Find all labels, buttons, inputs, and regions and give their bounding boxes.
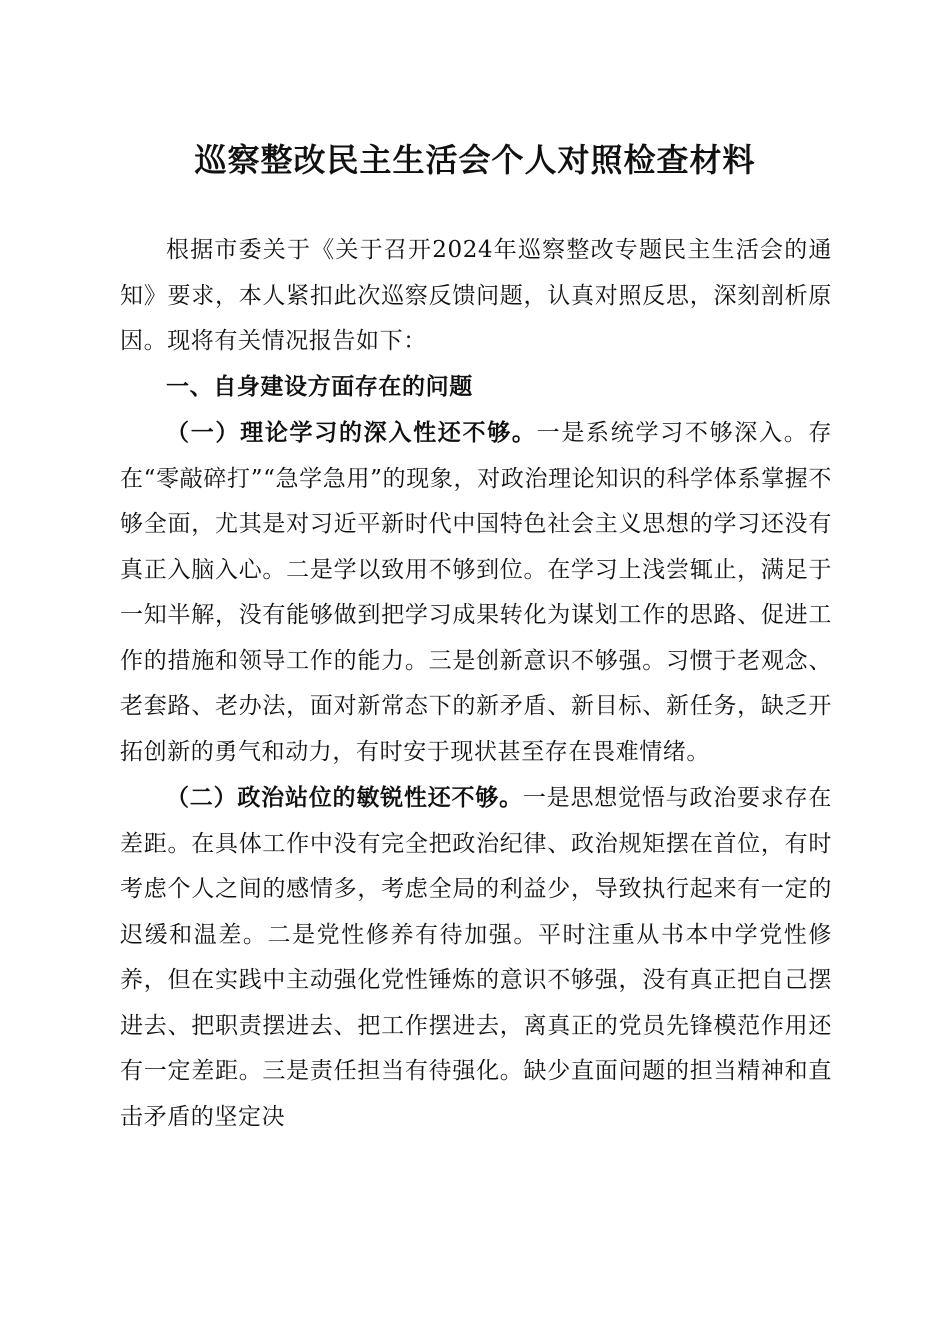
subsection-1-text: 一是系统学习不够深入。存在“零敲碎打”“急学急用”的现象，对政治理论知识的科学体系掌握不够全面，尤其是对习近平新时代中国特色社会主义思想的学习还没有真正入脑入心。二是学以致用不够到位。在学习上浅尝辄止，满足于一知半解，没有能够做到把学习成果转化为谋划工作的思路、促进工作的措施和领导工作的能力。三是创新意识不够强。习惯于老观念、老套路、老办法，面对新常态下的新矛盾、新目标、新任务，缺乏开拓创新的勇气和动力，有时安于现状甚至存在畏难情绪。 xyxy=(120,420,833,765)
subsection-2-paragraph xyxy=(120,775,832,1140)
intro-paragraph: 根据市委关于《关于召开2024年巡察整改专题民主生活会的通知》要求，本人紧扣此次巡察反馈问题，认真对照反思，深刻剖析原因。现将有关情况报告如下： xyxy=(120,237,832,354)
document-body xyxy=(120,228,832,1140)
subsection-1-paragraph xyxy=(120,410,832,775)
subsection-2-heading: （二）政治站位的敏锐性还不够。 xyxy=(166,784,523,811)
subsection-1-heading: （一）理论学习的深入性还不够。 xyxy=(166,419,537,446)
document-title: 巡察整改民主生活会个人对照检查材料 xyxy=(194,141,756,179)
subsection-2-text: 一是思想觉悟与政治要求存在差距。在具体工作中没有完全把政治纪律、政治规矩摆在首位，有时考虑个人之间的感情多，考虑全局的利益少，导致执行起来有一定的迟缓和温差。二是党性修养有待加强。平时注重从书本中学党性修养，但在实践中主动强化党性锤炼的意识不够强，没有真正把自己摆进去、把职责摆进去、把工作摆进去，离真正的党员先锋模范作用还有一定差距。三是责任担当有待强化。缺少直面问题的担当精神和直击矛盾的坚定决 xyxy=(120,785,832,1130)
section-heading-1: 一、自身建设方面存在的问题 xyxy=(166,373,473,400)
